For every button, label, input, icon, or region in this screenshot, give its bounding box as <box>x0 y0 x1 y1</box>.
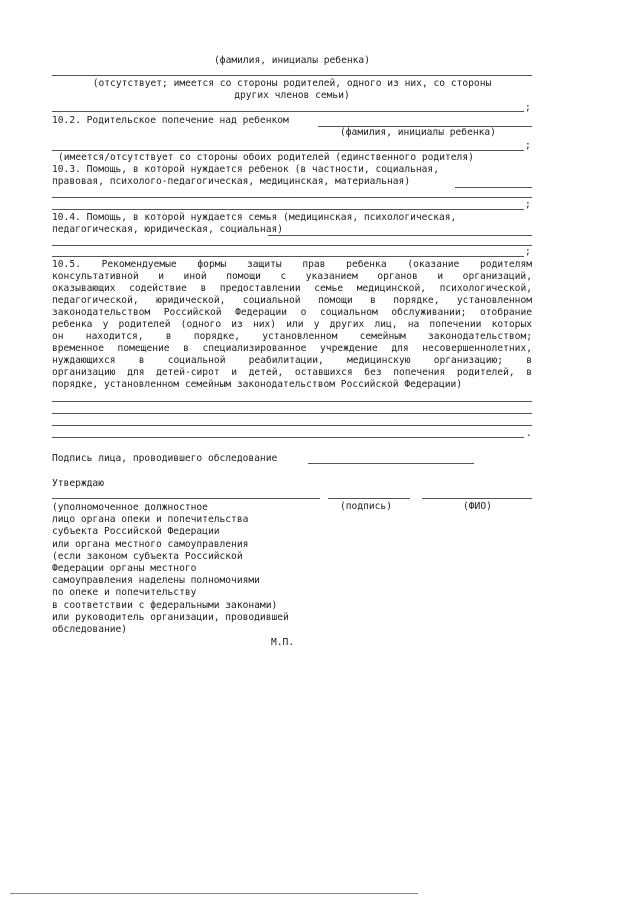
child-name-caption: (фамилия, инициалы ребенка) <box>214 55 370 66</box>
absent-note-line-2: других членов семьи) <box>234 90 350 101</box>
official-line[interactable] <box>52 498 320 499</box>
official-line-text: (если законом субъекта Российской <box>52 550 243 562</box>
absent-note-line-1: (отсутствует; имеется со стороны родителей, одного из них, со стороны <box>92 78 492 89</box>
semicolon: ; <box>525 246 531 257</box>
blank-line <box>52 413 532 414</box>
signature-line[interactable] <box>308 463 474 464</box>
section-10-4-line-1: 10.4. Помощь, в которой нуждается семья (медицинская, психологическая, <box>52 212 457 223</box>
paragraph-line: оказывающих содействие в предоставлении семье медицинской, психологической, <box>52 283 532 294</box>
blank-line <box>268 235 532 236</box>
blank-line <box>52 111 524 112</box>
seal-mark: М.П. <box>271 637 295 648</box>
fio-line[interactable] <box>422 498 532 499</box>
signature-label: Подпись лица, проводившего обследование <box>52 453 278 464</box>
paragraph-line: временное помещение в специализированное учреждение для несовершеннолетних, <box>52 343 532 354</box>
blank-line <box>52 209 524 210</box>
paragraph-line: 10.5. Рекомендуемые формы защиты прав ребенка (оказание родителям <box>52 259 532 270</box>
paragraph-line: порядке, установленном семейным законодательством Российской Федерации) <box>52 379 463 390</box>
blank-line <box>52 437 524 438</box>
paragraph-line: организацию для детей-сирот и детей, оставшихся без попечения родителей, в <box>52 367 532 378</box>
paragraph-line: нуждающихся в социальной реабилитации, медицинскую организацию; в <box>52 355 532 366</box>
blank-line <box>52 256 524 257</box>
official-line-text: по опеке и попечительству <box>52 587 197 599</box>
semicolon: ; <box>525 199 531 210</box>
official-description <box>52 502 322 636</box>
section-10-5-paragraph <box>52 259 532 391</box>
approve-label: Утверждаю <box>52 478 104 489</box>
official-line-text: лицо органа опеки и попечительства <box>52 514 249 526</box>
fio-caption: (ФИО) <box>463 501 492 512</box>
semicolon: ; <box>525 140 531 151</box>
sign-caption: (подпись) <box>340 501 392 512</box>
official-line-text: субъекта Российской Федерации <box>52 526 220 538</box>
period: . <box>526 428 532 439</box>
official-line-text: (уполномоченное должностное <box>52 502 208 513</box>
blank-line <box>52 75 532 76</box>
blank-line <box>52 150 524 151</box>
paragraph-line: консультативной и иной помощи с указанием органов и организаций, <box>52 271 532 282</box>
official-line-text: самоуправления наделены полномочиями <box>52 575 260 587</box>
official-line-text: или органа местного самоуправления <box>52 538 249 550</box>
paragraph-line: законодательством Российской Федерации о социальном обслуживании; отобрание <box>52 307 532 318</box>
blank-line <box>52 401 532 402</box>
section-10-4-line-2: педагогическая, юридическая, социальная) <box>52 224 284 235</box>
section-10-3-line-1: 10.3. Помощь, в которой нуждается ребенок (в частности, социальная, <box>52 164 439 175</box>
official-line-text: или руководитель организации, проводившей <box>52 611 289 623</box>
blank-line <box>52 425 532 426</box>
paragraph-line: ребенка у родителей (одного из них) или у других лиц, на попечении которых <box>52 319 532 330</box>
child-name-caption: (фамилия, инициалы ребенка) <box>340 127 496 138</box>
footer-rule <box>10 893 418 894</box>
section-10-3-line-2: правовая, психолого-педагогическая, медицинская, материальная) <box>52 176 411 187</box>
blank-line <box>455 187 532 188</box>
sign-line[interactable] <box>328 498 410 499</box>
blank-line <box>52 197 532 198</box>
paragraph-line: педагогической, юридической, социальной помощи в порядке, установленном <box>52 295 532 306</box>
blank-line <box>52 245 532 246</box>
section-10-2-label: 10.2. Родительское попечение над ребенком <box>52 115 289 126</box>
official-line-text: обследование) <box>52 624 128 636</box>
paragraph-line: он находится, в порядке, установленном семейным законодательством; <box>52 331 532 342</box>
parental-care-note: (имеется/отсутствует со стороны обоих родителей (единственного родителя) <box>58 152 474 163</box>
official-line-text: Федерации органы местного <box>52 563 197 575</box>
semicolon: ; <box>525 102 531 113</box>
official-line-text: в соответствии с федеральными законами) <box>52 599 278 611</box>
